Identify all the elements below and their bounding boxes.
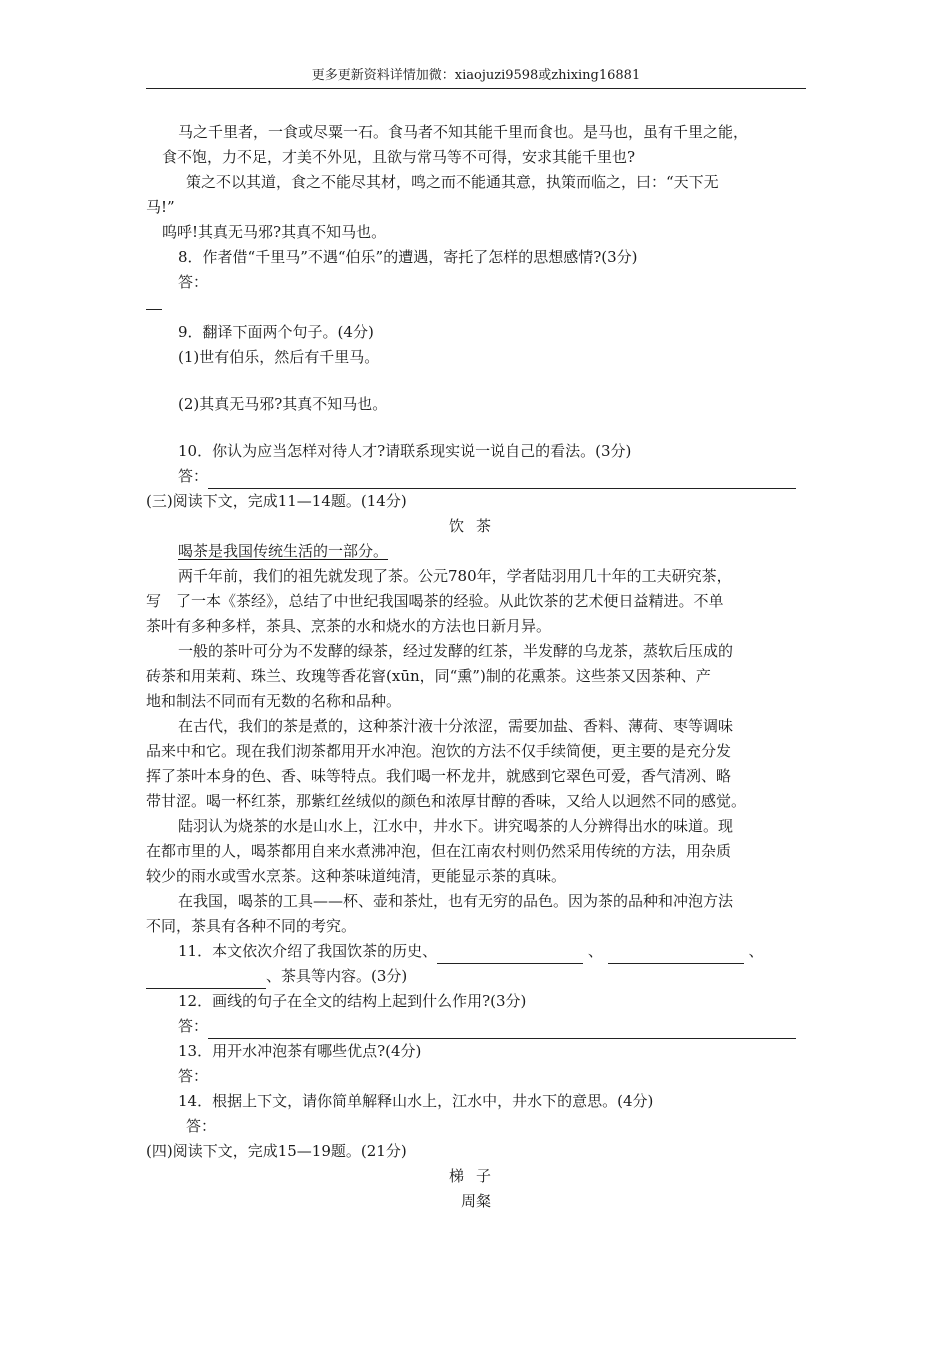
question-10: 10．你认为应当怎样对待人才?请联系现实说一说自己的看法。(3分) <box>178 442 632 460</box>
section-4-author: 周粲 <box>460 1192 491 1210</box>
answer-label: 答： <box>178 1067 209 1085</box>
passage-line: 食不饱，力不足，才美不外见，且欲与常马等不可得，安求其能千里也? <box>162 148 636 166</box>
answer-label: 答： <box>186 1117 217 1135</box>
passage-line: 地和制法不同而有无数的名称和品种。 <box>146 692 402 710</box>
question-9: 9．翻译下面两个句子。(4分) <box>178 323 374 341</box>
question-11-cont: 、茶具等内容。(3分) <box>146 964 806 989</box>
passage-line: 挥了茶叶本身的色、香、味等特点。我们喝一杯龙井，就感到它翠色可爱，香气清冽、略 <box>146 767 732 785</box>
section-4-intro: (四)阅读下文，完成15—19题。(21分) <box>146 1142 407 1160</box>
passage-line: 呜呼!其真无马邪?其真不知马也。 <box>162 223 387 241</box>
sentence-1: (1)世有伯乐，然后有千里马。 <box>178 348 380 366</box>
passage-line: 在我国，喝茶的工具——杯、壶和茶灶，也有无穷的品色。因为茶的品种和冲泡方法 <box>178 892 734 910</box>
section-3-title: 饮茶 <box>448 517 503 535</box>
question-13: 13．用开水冲泡茶有哪些优点?(4分) <box>178 1042 422 1060</box>
passage-line: 在都市里的人，喝茶都用自来水煮沸冲泡，但在江南农村则仍然采用传统的方法，用杂质 <box>146 842 732 860</box>
passage-line: 不同，茶具有各种不同的考究。 <box>146 917 357 935</box>
answer-row <box>146 1014 806 1039</box>
section-3-intro: (三)阅读下文，完成11—14题。(14分) <box>146 492 407 510</box>
answer-row <box>146 464 806 489</box>
passage-line: 写 了一本《茶经》，总结了中世纪我国喝茶的经验。从此饮茶的艺术便日益精进。不单 <box>146 592 724 610</box>
passage-line: 砖茶和用茉莉、珠兰、玫瑰等香花窨(xūn，同“熏”)制的花熏茶。这些茶又因茶种、产 <box>146 667 711 685</box>
passage-line: 在古代，我们的茶是煮的，这种茶汁液十分浓涩，需要加盐、香料、薄荷、枣等调味 <box>178 717 734 735</box>
passage-line: 马!” <box>146 198 175 216</box>
fill-blank[interactable] <box>608 947 744 964</box>
answer-label: 答： <box>178 1017 209 1035</box>
question-8: 8．作者借“千里马”不遇“伯乐”的遭遇，寄托了怎样的思想感情?(3分) <box>178 248 638 266</box>
question-12: 12．画线的句子在全文的结构上起到什么作用?(3分) <box>178 992 527 1010</box>
passage-line: 两千年前，我们的祖先就发现了茶。公元780年，学者陆羽用几十年的工夫研究茶， <box>178 567 732 585</box>
fill-blank[interactable] <box>437 947 583 964</box>
answer-dash <box>146 295 806 320</box>
answer-line[interactable] <box>208 1022 796 1039</box>
question-14: 14．根据上下文，请你简单解释山水上，江水中，井水下的意思。(4分) <box>178 1092 654 1110</box>
answer-label: 答： <box>178 467 209 485</box>
sentence-2: (2)其真无马邪?其真不知马也。 <box>178 395 388 413</box>
passage-line: 马之千里者，一食或尽粟一石。食马者不知其能千里而食也。是马也，虽有千里之能， <box>178 123 749 141</box>
passage-line: 策之不以其道，食之不能尽其材，鸣之而不能通其意，执策而临之，曰：“天下无 <box>186 173 719 191</box>
question-11: 11．本文依次介绍了我国饮茶的历史、 、 、 <box>146 939 806 964</box>
passage-line: 较少的雨水或雪水烹茶。这种茶味道纯清，更能显示茶的真味。 <box>146 867 567 885</box>
answer-label: 答： <box>178 273 209 291</box>
fill-blank[interactable] <box>146 972 266 989</box>
document-body <box>146 120 806 1214</box>
passage-line: 陆羽认为烧茶的水是山水上，江水中，井水下。讲究喝茶的人分辨得出水的味道。现 <box>178 817 734 835</box>
passage-line: 带甘涩。喝一杯红茶，那紫红丝绒似的颜色和浓厚甘醇的香味，又给人以迥然不同的感觉。 <box>146 792 747 810</box>
passage-line: 一般的茶叶可分为不发酵的绿茶，经过发酵的红茶，半发酵的乌龙茶，蒸软后压成的 <box>178 642 734 660</box>
page-header: 更多更新资料详情加微：xiaojuzi9598或zhixing16881 <box>146 66 806 89</box>
passage-line: 品来中和它。现在我们沏茶都用开水冲泡。泡饮的方法不仅手续简便，更主要的是充分发 <box>146 742 732 760</box>
section-4-title: 梯子 <box>448 1167 503 1185</box>
answer-line[interactable] <box>208 472 796 489</box>
dash-mark <box>146 295 162 310</box>
underlined-sentence: 喝茶是我国传统生活的一部分。 <box>178 542 389 560</box>
passage-line: 茶叶有多种多样，茶具、烹茶的水和烧水的方法也日新月异。 <box>146 617 552 635</box>
